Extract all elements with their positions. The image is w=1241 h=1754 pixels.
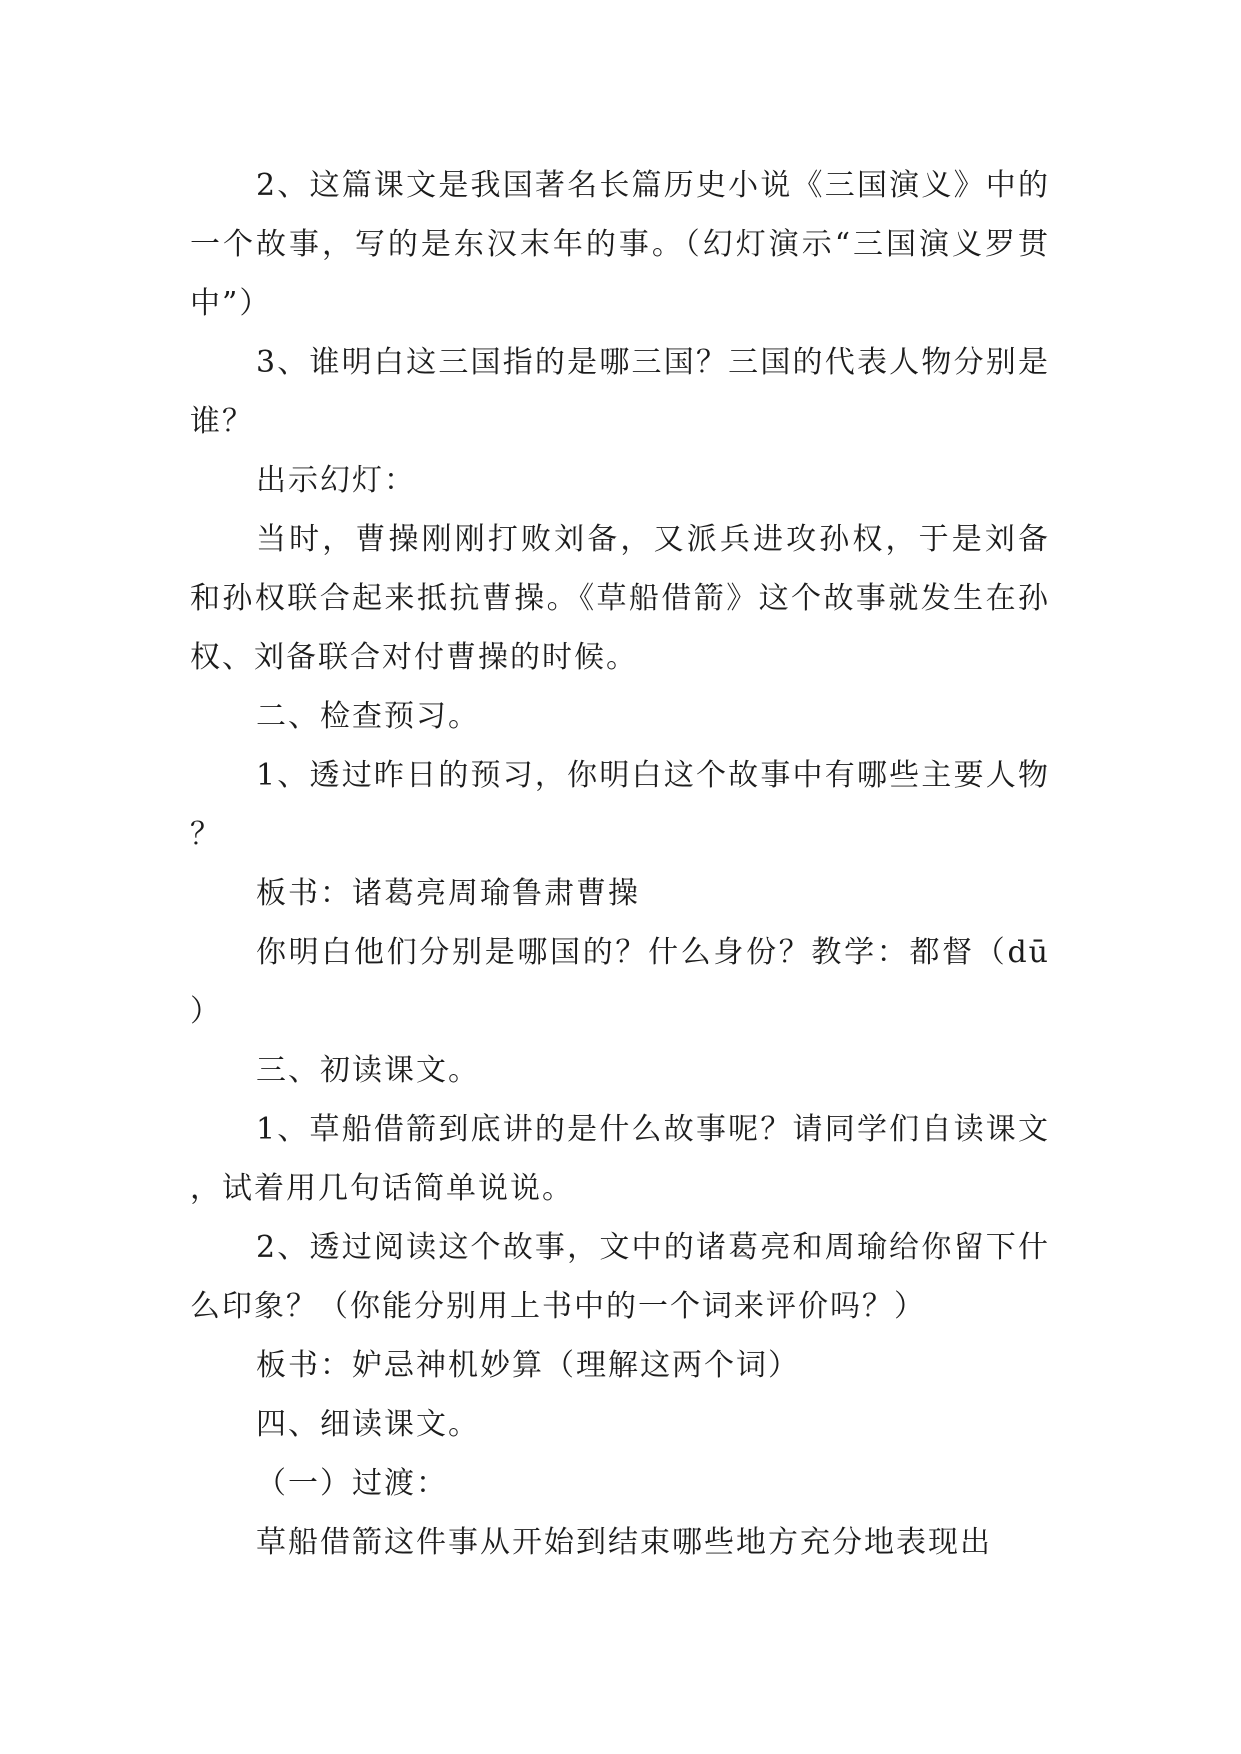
paragraph-lesson-intro: 2、这篇课文是我国著名长篇历史小说《三国演义》中的一个故事，写的是东汉末年的事。（幻灯演示“三国演义罗贯中”） <box>190 168 1050 321</box>
paragraph-blackboard-words: 板书：妒忌神机妙算（理解这两个词） <box>256 1348 800 1383</box>
section-heading-close-reading: 四、细读课文。 <box>256 1407 480 1442</box>
paragraph-main-characters-question: 1、透过昨日的预习，你明白这个故事中有哪些主要人物？ <box>190 758 1050 852</box>
subheading-transition: （一）过渡： <box>256 1466 448 1501</box>
paragraph-story-summary-task: 1、草船借箭到底讲的是什么故事呢？请同学们自读课文，试着用几句话简单说说。 <box>190 1112 1050 1206</box>
paragraph-impression-question: 2、透过阅读这个故事，文中的诸葛亮和周瑜给你留下什么印象？（你能分别用上书中的一个词来评价吗？） <box>190 1230 1050 1324</box>
paragraph-historical-background: 当时，曹操刚刚打败刘备，又派兵进攻孙权，于是刘备和孙权联合起来抵抗曹操。《草船借箭》这个故事就发生在孙权、刘备联合对付曹操的时候。 <box>190 522 1050 675</box>
section-heading-first-reading: 三、初读课文。 <box>256 1053 480 1088</box>
paragraph-transition-text: 草船借箭这件事从开始到结束哪些地方充分地表现出 <box>256 1525 992 1560</box>
paragraph-blackboard-characters: 板书：诸葛亮周瑜鲁肃曹操 <box>256 876 640 911</box>
paragraph-three-kingdoms-question: 3、谁明白这三国指的是哪三国？三国的代表人物分别是谁？ <box>190 345 1050 439</box>
paragraph-show-slide: 出示幻灯： <box>256 463 416 498</box>
paragraph-identity-question: 你明白他们分别是哪国的？什么身份？教学：都督（dū） <box>190 935 1050 1029</box>
document-body <box>190 156 1050 1572</box>
section-heading-check-preview: 二、检查预习。 <box>256 699 480 734</box>
